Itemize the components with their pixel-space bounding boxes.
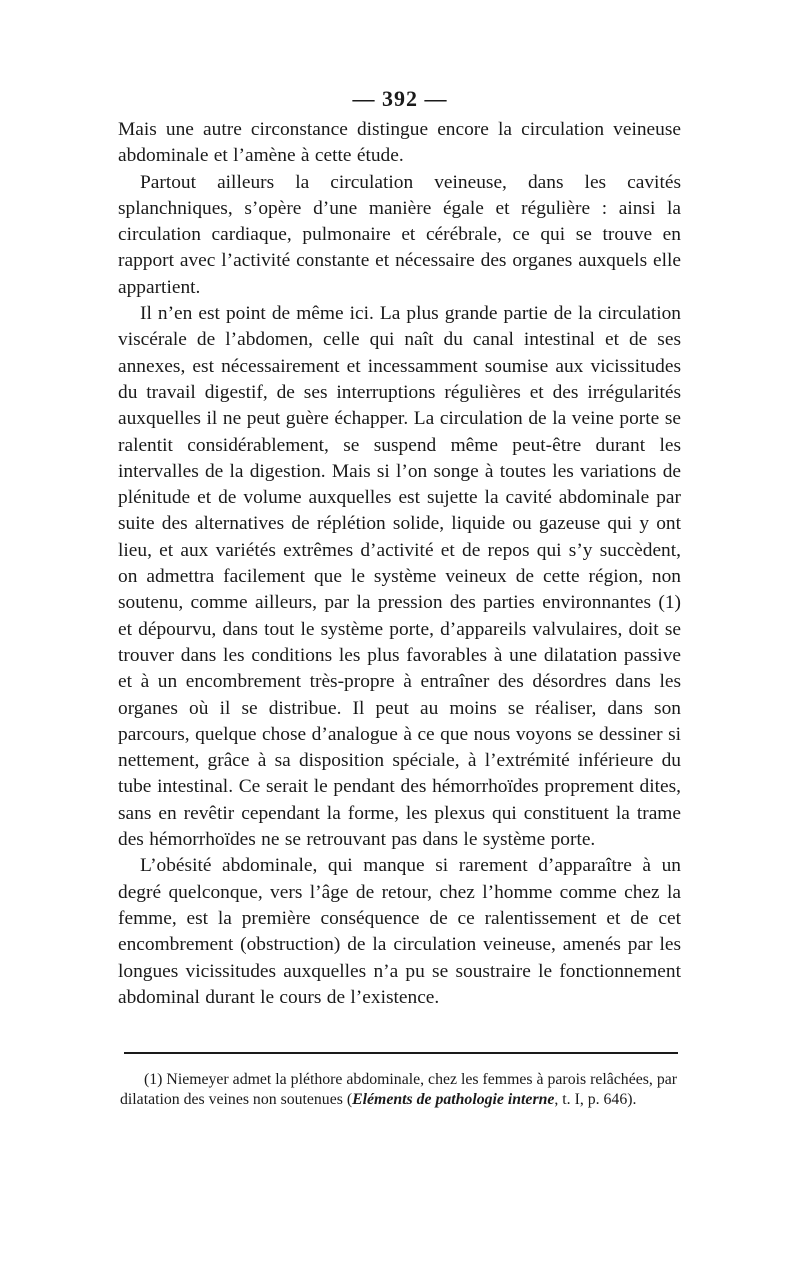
paragraph-4: L’obésité abdominale, qui manque si rarement d’apparaître à un degré quelconque, vers l’âge de retour, chez l’homme comme chez la femme, est la première conséquence de ce ralentissement et de cet encombrement (obstruction) de la circulation veineuse, amenés par les longues vicissitudes auxquelles n’a pu se soustraire le fonctionnement abdominal durant le cours de l’existence. bbox=[118, 855, 681, 1008]
footnote-reference-title: Eléments de pathologie interne bbox=[352, 1090, 555, 1108]
body-text bbox=[118, 117, 681, 1011]
paragraph-2: Partout ailleurs la circulation veineuse, dans les cavités splanchniques, s’opère d’une manière égale et régulière : ainsi la circulation cardiaque, pulmonaire et cérébrale, ce qui se trouve en rapport avec l’activité constante et nécessaire des organes auxquels elle appartient. bbox=[118, 171, 681, 298]
footnote-reference-tail: , t. I, p. 646). bbox=[554, 1090, 637, 1108]
page-number: — 392 — bbox=[352, 86, 448, 111]
footnote-text: (1) Niemeyer admet la pléthore abdominale, chez les femmes à parois relâchées, par dilatation des veines non soutenues ( bbox=[120, 1071, 677, 1108]
footnote-divider bbox=[124, 1052, 678, 1054]
paragraph-3: Il n’en est point de même ici. La plus grande partie de la circulation viscérale de l’abdomen, celle qui naît du canal intestinal et de ses annexes, est nécessairement et incessamment soumise aux vicissitudes du travail digestif, de ses interruptions régulières et des irrégularités auxquelles il ne peut guère échapper. La circulation de la veine porte se ralentit considérablement, se suspend même peut-être durant les intervalles de la digestion. Mais si l’on songe à toutes les variations de plénitude et de volume auxquelles est sujette la cavité abdominale par suite des alternatives de réplétion solide, liquide ou gazeuse qui y ont lieu, et aux variétés extrêmes d’activité et de repos qui s’y succèdent, on admettra facilement que le système veineux de cette région, non soutenu, comme ailleurs, par la pression des parties environnantes (1) et dépourvu, dans tout le système porte, d’appareils valvulaires, doit se trouver dans les conditions les plus favorables à une dilatation passive et à un encombrement très-propre à entraîner des désordres dans les organes où il se distribue. Il peut au moins se réaliser, dans son parcours, quelque chose d’analogue à ce que nous voyons se dessiner si nettement, grâce à sa disposition spéciale, à l’extrémité inférieure du tube intestinal. Ce serait le pendant des hémorrhoïdes proprement dites, sans en revêtir cependant la forme, les plexus qui constituent la trame des hémorrhoïdes ne se retrouvant pas dans le système porte. bbox=[118, 303, 681, 851]
paragraph-1: Mais une autre circonstance distingue encore la circulation veineuse abdominale et l’amène à cette étude. bbox=[118, 119, 681, 167]
footnote bbox=[120, 1070, 677, 1109]
